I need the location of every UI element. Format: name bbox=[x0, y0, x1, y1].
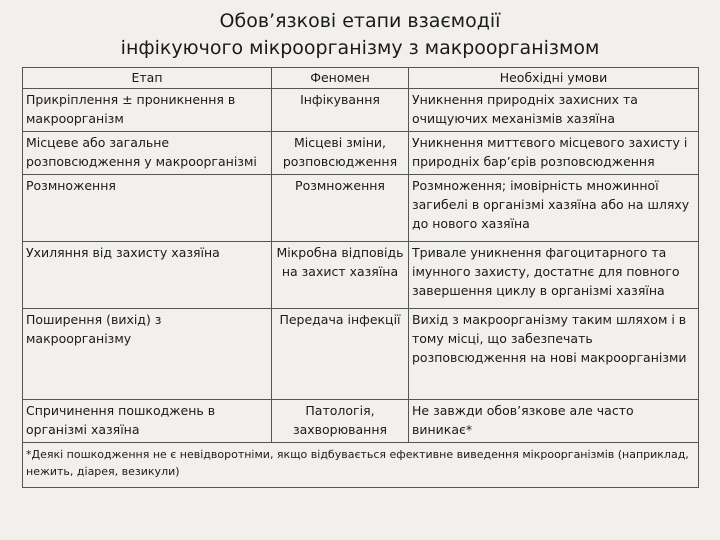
table-row bbox=[23, 242, 699, 309]
cell-phenomenon: Мікробна відповідь на захист хазяїна bbox=[272, 242, 409, 309]
stages-table bbox=[22, 67, 699, 488]
table-header-row bbox=[23, 68, 699, 89]
cell-phenomenon: Патологія, захворювання bbox=[272, 400, 409, 443]
header-phenomenon: Феномен bbox=[272, 68, 409, 89]
cell-phenomenon: Розмноження bbox=[272, 175, 409, 242]
cell-stage: Розмноження bbox=[23, 175, 272, 242]
page-title bbox=[0, 8, 720, 62]
cell-conditions: Уникнення миттєвого місцевого захисту і природніх бар’єрів розповсюдження bbox=[409, 132, 699, 175]
footnote-text: *Деякі пошкодження не є невідворотніми, якщо відбувається ефективне виведення мікроорганізмів (наприклад, нежить, діарея, везикули) bbox=[23, 443, 699, 488]
title-line-1: Обов’язкові етапи взаємодії bbox=[219, 10, 501, 32]
table-row bbox=[23, 309, 699, 400]
cell-conditions: Розмноження; імовірність множинної загибелі в організмі хазяїна або на шляху до нового хазяїна bbox=[409, 175, 699, 242]
title-line-2: інфікуючого мікроорганізму з макроорганізмом bbox=[120, 37, 600, 59]
cell-stage: Спричинення пошкоджень в організмі хазяїна bbox=[23, 400, 272, 443]
cell-stage: Місцеве або загальне розповсюдження у макроорганізмі bbox=[23, 132, 272, 175]
table-row bbox=[23, 400, 699, 443]
cell-conditions: Не завжди обов’язкове але часто виникає* bbox=[409, 400, 699, 443]
cell-stage: Ухиляння від захисту хазяїна bbox=[23, 242, 272, 309]
table-row bbox=[23, 89, 699, 132]
cell-conditions: Уникнення природніх захисних та очищуючих механізмів хазяїна bbox=[409, 89, 699, 132]
header-stage: Етап bbox=[23, 68, 272, 89]
cell-conditions: Тривале уникнення фагоцитарного та імунного захисту, достатнє для повного завершення циклу в організмі хазяїна bbox=[409, 242, 699, 309]
cell-phenomenon: Передача інфекції bbox=[272, 309, 409, 400]
cell-conditions: Вихід з макроорганізму таким шляхом і в тому місці, що забезпечать розповсюдження на нові макроорганізми bbox=[409, 309, 699, 400]
cell-phenomenon: Місцеві зміни, розповсюдження bbox=[272, 132, 409, 175]
table-row bbox=[23, 132, 699, 175]
table-row bbox=[23, 175, 699, 242]
cell-phenomenon: Інфікування bbox=[272, 89, 409, 132]
header-conditions: Необхідні умови bbox=[409, 68, 699, 89]
footnote-row bbox=[23, 443, 699, 488]
cell-stage: Прикріплення ± проникнення в макроорганізм bbox=[23, 89, 272, 132]
cell-stage: Поширення (вихід) з макроорганізму bbox=[23, 309, 272, 400]
